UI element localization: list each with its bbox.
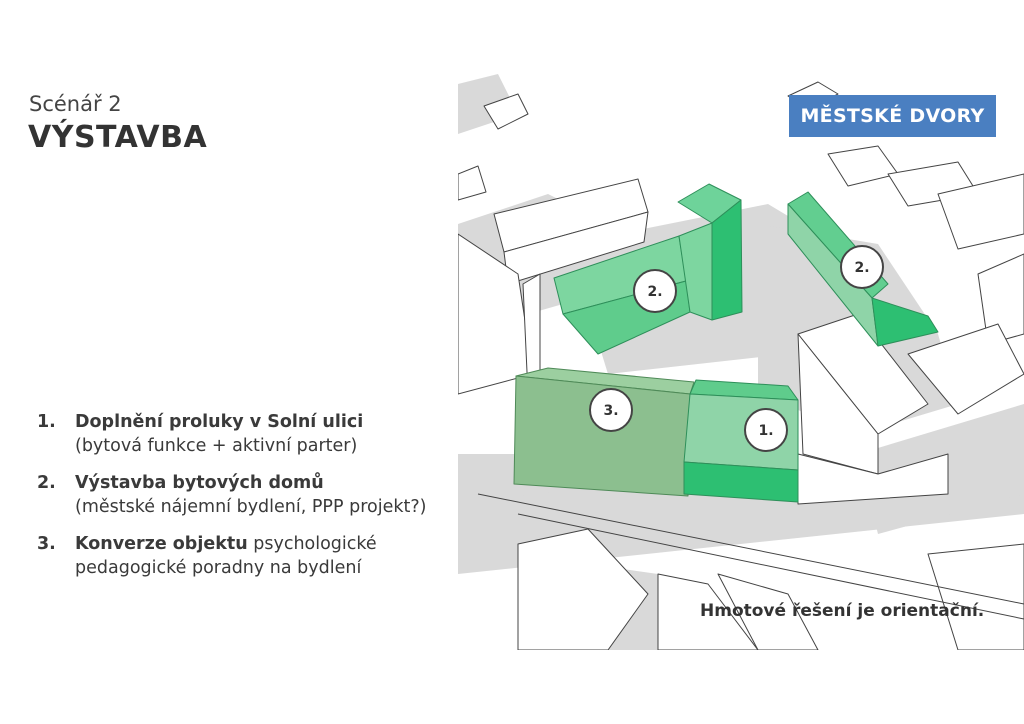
label-circle-1 [745,409,787,451]
list-item-bold: Doplnění proluky v Solní ulici [75,412,364,432]
list-item [37,471,437,519]
list-item-number: 3. [37,534,56,554]
list-item-rest: (bytová funkce + aktivní parter) [75,436,358,456]
building-3-conversion [514,368,694,496]
list-item [37,410,437,458]
label-1-text: 1. [758,423,774,439]
list-item-bold: Výstavba bytových domů [75,473,324,493]
list-item-text [75,532,437,580]
scenario-subtitle: Scénář 2 [29,92,122,116]
list-item-text [75,471,426,519]
page-title: VÝSTAVBA [28,120,208,155]
list-item [37,532,437,580]
project-badge: MĚSTSKÉ DVORY [789,95,996,137]
label-circle-2b [841,246,883,288]
label-circle-2a [634,270,676,312]
list-item-rest: (městské nájemní bydlení, PPP projekt?) [75,497,427,517]
label-circle-3 [590,389,632,431]
list-item-bold: Konverze objektu [75,534,248,554]
label-2b-text: 2. [854,260,870,276]
list-item-number: 1. [37,412,56,432]
list-item-rest: psychologické pedagogické poradny na bydlení [75,534,377,578]
list-item-text [75,410,363,458]
disclaimer-note: Hmotové řešení je orientační. [700,601,985,621]
label-2a-text: 2. [647,284,663,300]
massing-diagram [458,74,1024,650]
proposal-list [37,410,437,593]
label-3-text: 3. [603,403,619,419]
list-item-number: 2. [37,473,56,493]
